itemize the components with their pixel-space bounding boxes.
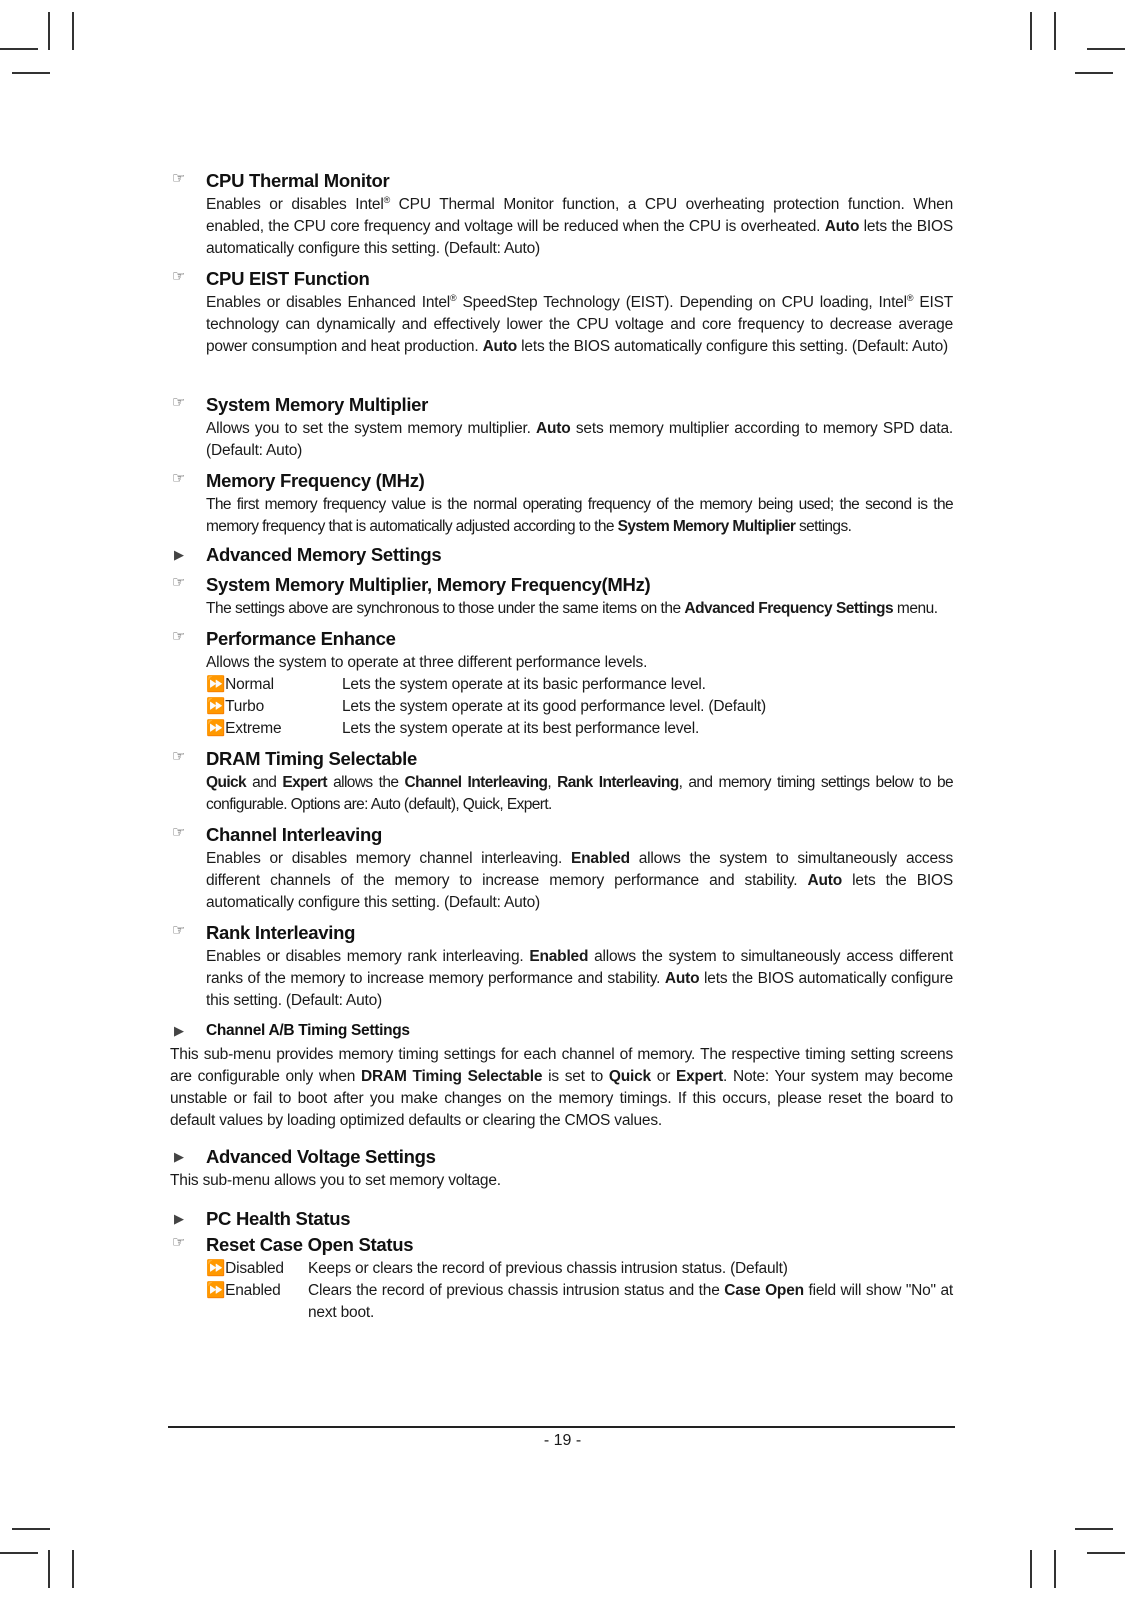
option-row — [206, 1258, 953, 1280]
section-title: Rank Interleaving — [206, 922, 356, 943]
page-content — [170, 168, 953, 1324]
pointing-hand-icon: ☞ — [172, 170, 186, 187]
section-dram-timing-selectable — [170, 746, 953, 816]
page-number: - 19 - — [543, 1432, 582, 1449]
triangle-right-icon: ▶ — [174, 1211, 184, 1226]
crop-mark — [1075, 72, 1113, 74]
option-name: ⏩Normal — [206, 676, 274, 693]
section-title: Channel Interleaving — [206, 824, 382, 845]
option-text: Clears the record of previous chassis intrusion status and the Case Open field will show "No" at next boot. — [308, 1282, 953, 1321]
crop-mark — [1087, 1552, 1125, 1554]
section-title: Advanced Memory Settings — [206, 544, 442, 565]
crop-mark — [72, 12, 74, 50]
option-row — [206, 718, 953, 740]
option-text: Lets the system operate at its good performance level. (Default) — [342, 698, 767, 715]
section-title: CPU Thermal Monitor — [206, 170, 390, 191]
crop-mark — [12, 72, 50, 74]
double-arrow-icon: ⏩ — [206, 1282, 226, 1299]
section-title: PC Health Status — [206, 1208, 351, 1229]
option-name: ⏩Disabled — [206, 1260, 284, 1277]
section-channel-interleaving — [170, 822, 953, 914]
section-pc-health-status — [170, 1206, 953, 1232]
section-description: The first memory frequency value is the normal operating frequency of the memory being used; the second is the memory frequency that is automatically adjusted according to the System Memory Multiplier settings. — [206, 496, 953, 535]
section-sync-items — [170, 572, 953, 620]
section-reset-case-open-status — [170, 1232, 953, 1324]
section-memory-frequency — [170, 468, 953, 538]
section-advanced-voltage-settings — [170, 1144, 953, 1192]
section-advanced-memory-settings — [170, 542, 953, 568]
crop-mark — [0, 48, 38, 50]
triangle-right-icon: ▶ — [174, 1149, 184, 1164]
section-system-memory-multiplier — [170, 392, 953, 462]
section-title: Advanced Voltage Settings — [206, 1146, 436, 1167]
section-title: System Memory Multiplier, Memory Frequency(MHz) — [206, 574, 651, 595]
option-name: ⏩Extreme — [206, 720, 282, 737]
section-title: Performance Enhance — [206, 628, 396, 649]
section-description: Allows you to set the system memory multiplier. Auto sets memory multiplier according to memory SPD data. (Default: Auto) — [206, 420, 953, 459]
pointing-hand-icon: ☞ — [172, 922, 186, 939]
section-description: Enables or disables memory rank interleaving. Enabled allows the system to simultaneously access different ranks of the memory to increase memory performance and stability. Auto lets the BIOS automatically configure this setting. (Default: Auto) — [206, 948, 953, 1009]
double-arrow-icon: ⏩ — [206, 676, 226, 693]
option-name: ⏩Enabled — [206, 1282, 281, 1299]
section-title: CPU EIST Function — [206, 268, 370, 289]
crop-mark — [1087, 48, 1125, 50]
section-description: The settings above are synchronous to those under the same items on the Advanced Frequency Settings menu. — [206, 600, 938, 617]
option-name: ⏩Turbo — [206, 698, 265, 715]
option-row — [206, 1280, 953, 1324]
pointing-hand-icon: ☞ — [172, 748, 186, 765]
option-text: Lets the system operate at its best performance level. — [342, 720, 700, 737]
section-title: Memory Frequency (MHz) — [206, 470, 425, 491]
crop-mark — [72, 1550, 74, 1588]
section-performance-enhance — [170, 626, 953, 740]
section-description: Allows the system to operate at three different performance levels. — [206, 654, 648, 671]
section-title: Reset Case Open Status — [206, 1234, 414, 1255]
pointing-hand-icon: ☞ — [172, 824, 186, 841]
section-title: Channel A/B Timing Settings — [206, 1022, 410, 1039]
section-description: This sub-menu allows you to set memory voltage. — [170, 1172, 501, 1189]
option-text: Lets the system operate at its basic performance level. — [342, 676, 706, 693]
pointing-hand-icon: ☞ — [172, 470, 186, 487]
option-row — [206, 674, 953, 696]
section-title: DRAM Timing Selectable — [206, 748, 417, 769]
section-description: Enables or disables Intel® CPU Thermal Monitor function, a CPU overheating protection function. When enabled, the CPU core frequency and voltage will be reduced when the CPU is overheated. Auto lets the BIOS automatically configure this setting. (Default: Auto) — [206, 194, 953, 257]
crop-mark — [1054, 12, 1056, 50]
crop-mark — [48, 12, 50, 50]
pointing-hand-icon: ☞ — [172, 1234, 186, 1251]
section-cpu-eist-function — [170, 266, 953, 358]
crop-mark — [1054, 1550, 1056, 1588]
section-rank-interleaving — [170, 920, 953, 1012]
triangle-right-icon: ▶ — [174, 1023, 184, 1038]
section-channel-ab-timing — [170, 1018, 953, 1132]
option-text: Keeps or clears the record of previous chassis intrusion status. (Default) — [308, 1260, 788, 1277]
crop-mark — [1030, 1550, 1032, 1588]
crop-mark — [1075, 1528, 1113, 1530]
pointing-hand-icon: ☞ — [172, 628, 186, 645]
crop-mark — [12, 1528, 50, 1530]
crop-mark — [0, 1552, 38, 1554]
crop-mark — [48, 1550, 50, 1588]
option-row — [206, 696, 953, 718]
section-cpu-thermal-monitor — [170, 168, 953, 260]
crop-mark — [1030, 12, 1032, 50]
section-title: System Memory Multiplier — [206, 394, 429, 415]
double-arrow-icon: ⏩ — [206, 720, 226, 737]
footer-divider — [168, 1426, 955, 1428]
section-description: Enables or disables memory channel interleaving. Enabled allows the system to simultaneously access different channels of the memory to increase memory performance and stability. Auto lets the BIOS automatically configure this setting. (Default: Auto) — [206, 850, 954, 911]
double-arrow-icon: ⏩ — [206, 1260, 226, 1277]
section-description: Enables or disables Enhanced Intel® SpeedStep Technology (EIST). Depending on CPU loading, Intel® EIST technology can dynamically and effectively lower the CPU voltage and core frequency to decrease average power consumption and heat production. Auto lets the BIOS automatically configure this setting. (Default: Auto) — [206, 292, 953, 355]
double-arrow-icon: ⏩ — [206, 698, 226, 715]
triangle-right-icon: ▶ — [174, 547, 184, 562]
pointing-hand-icon: ☞ — [172, 394, 186, 411]
pointing-hand-icon: ☞ — [172, 268, 186, 285]
pointing-hand-icon: ☞ — [172, 574, 186, 591]
section-description: Quick and Expert allows the Channel Interleaving, Rank Interleaving, and memory timing settings below to be configurable. Options are: Auto (default), Quick, Expert. — [206, 774, 954, 813]
section-description: This sub-menu provides memory timing settings for each channel of memory. The respective timing setting screens are configurable only when DRAM Timing Selectable is set to Quick or Expert. Note: Your system may become unstable or fail to boot after you make changes on the memory timings. If this occurs, please reset the board to default values by loading optimized defaults or clearing the CMOS values. — [170, 1046, 953, 1129]
